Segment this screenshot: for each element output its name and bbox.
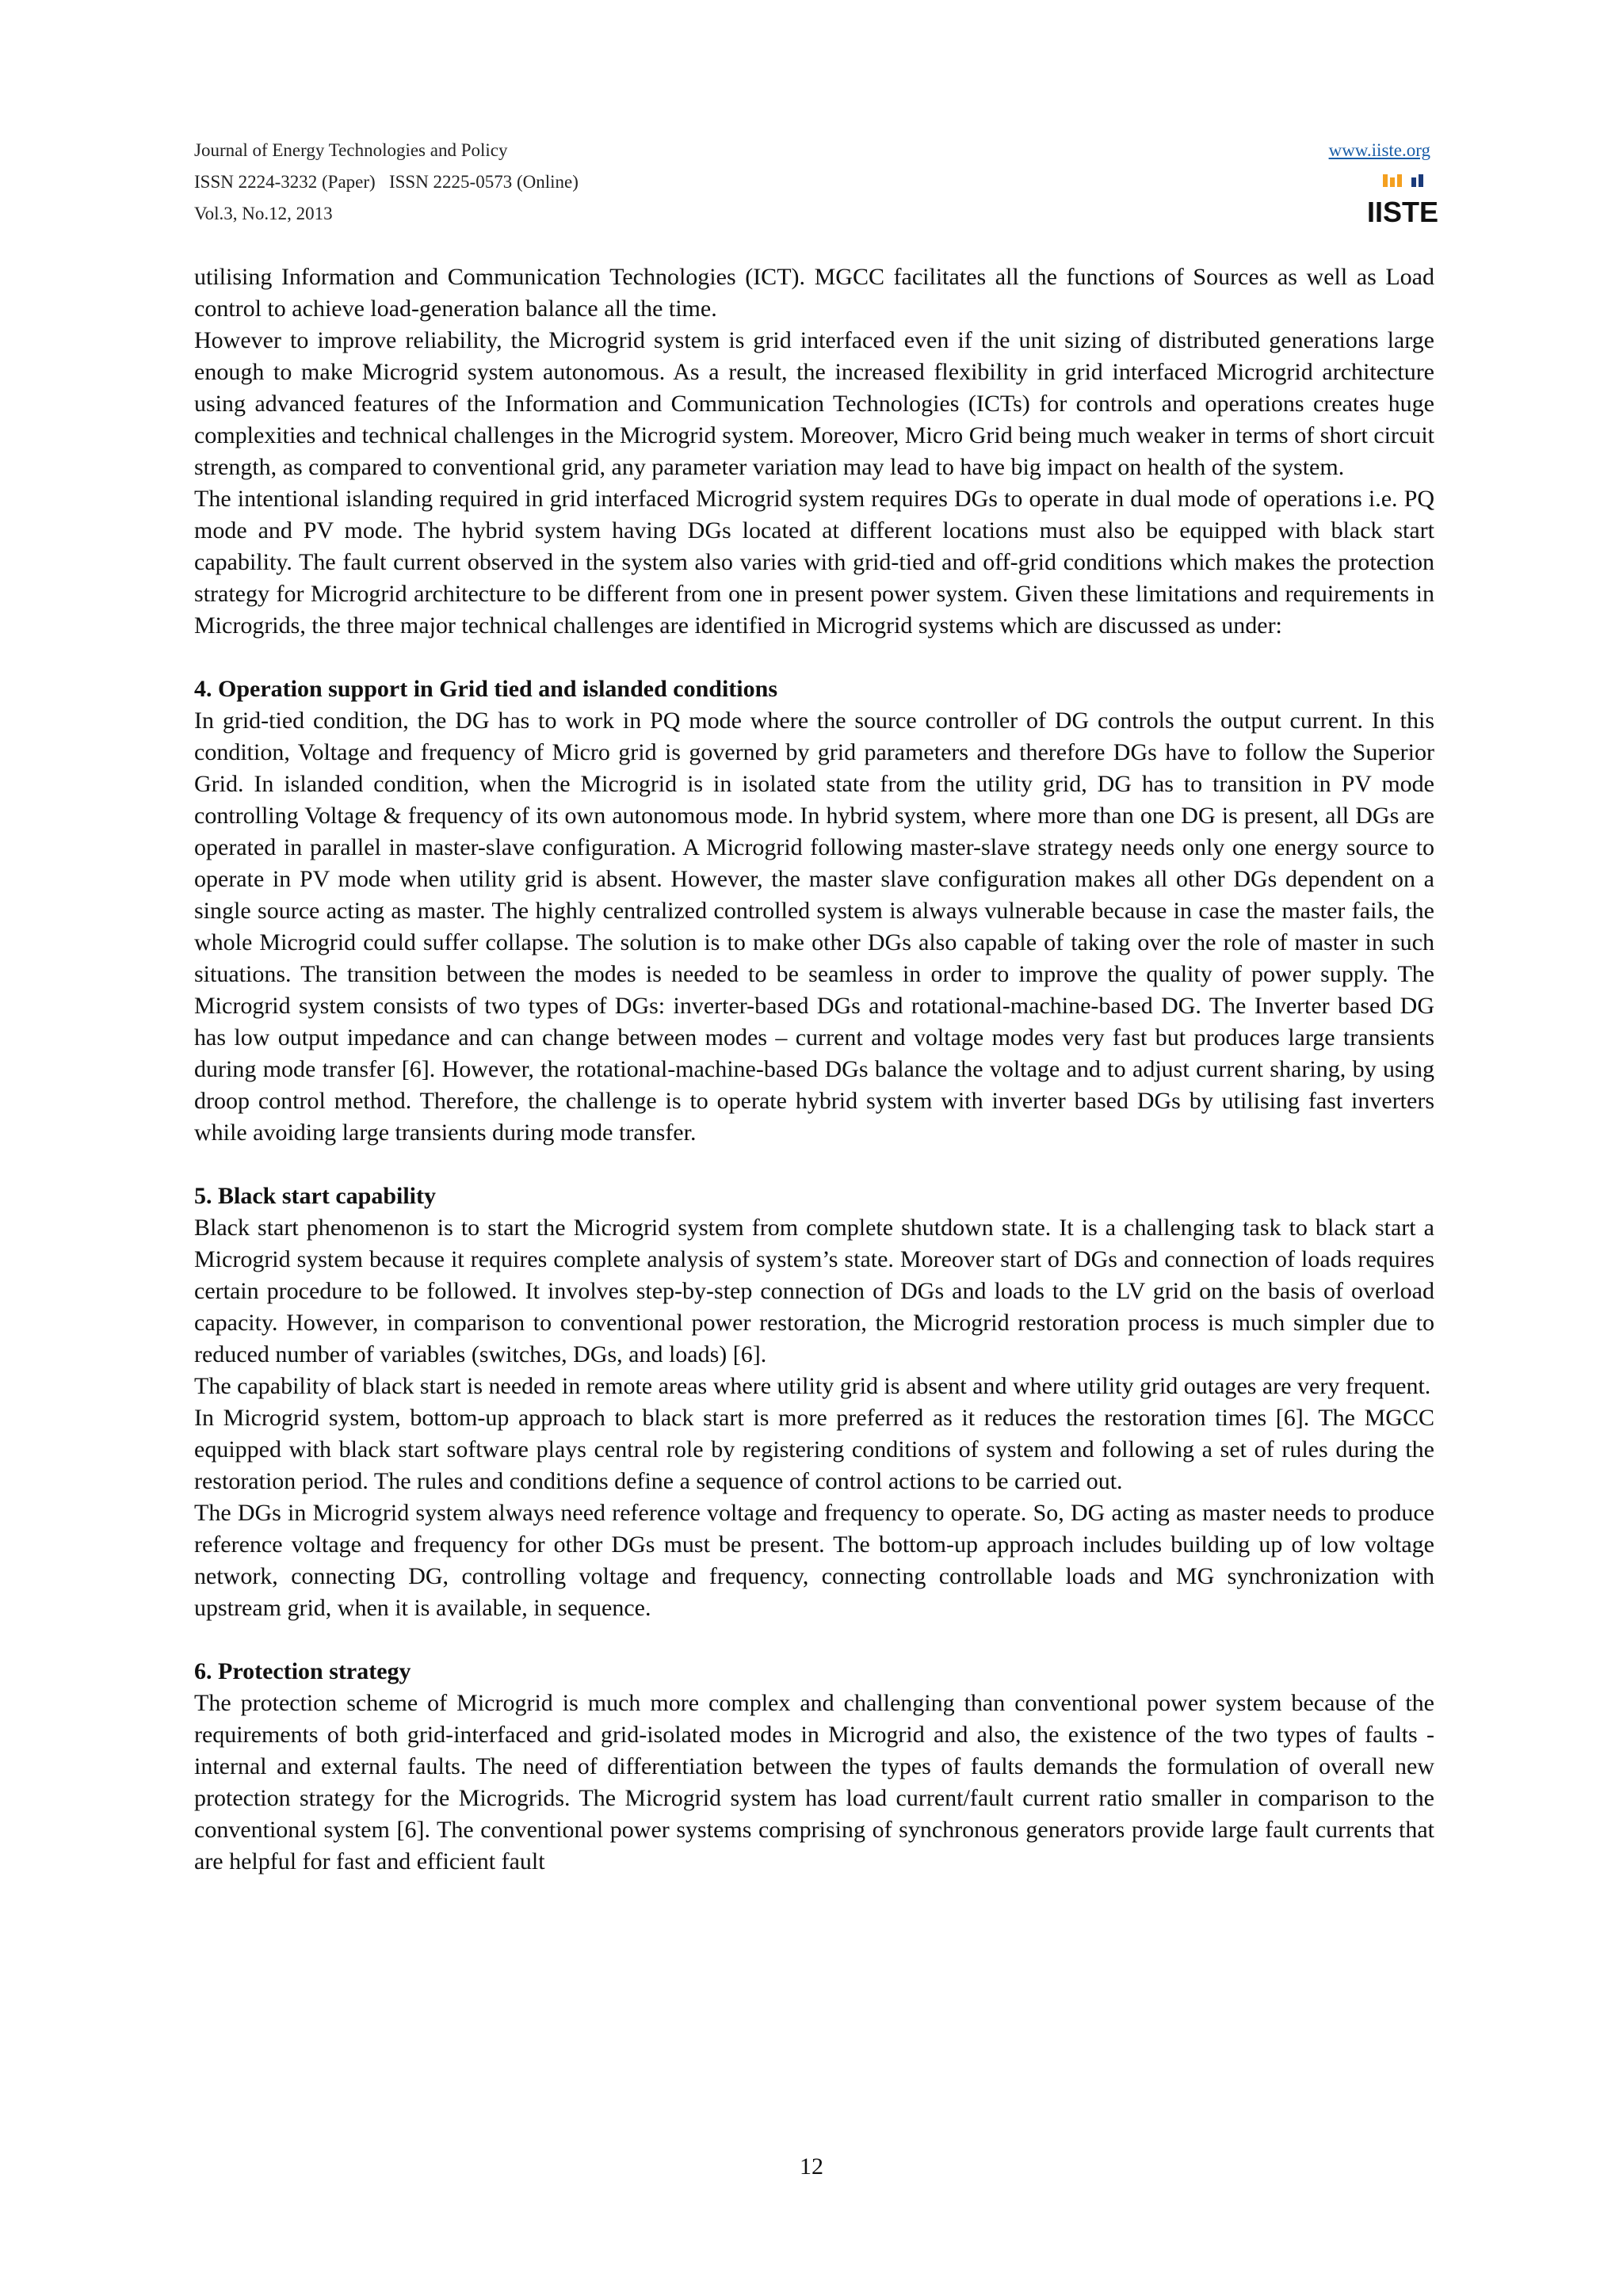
section-5-paragraph-1: Black start phenomenon is to start the Microgrid system from complete shutdown state. It is a challenging task to black start a Microgrid system because it requires complete analysis of system’s state. Moreover start of DGs and connection of loads requires certain procedure to be followed. It involves step-by-step connection of DGs and loads to the LV grid on the basis of overload capacity. However, in comparison to conventional power restoration, the Microgrid restoration process is much simpler due to reduced number of variables (switches, DGs, and loads) [6].	[194, 1215, 1434, 1367]
section-6-heading: 6. Protection strategy	[194, 1658, 411, 1684]
svg-text:IISTE: IISTE	[1366, 196, 1439, 228]
section-4-heading: 4. Operation support in Grid tied and islanded conditions	[194, 676, 777, 702]
iiste-logo	[1366, 173, 1439, 233]
spacer	[194, 1149, 1434, 1180]
intro-paragraph-1: utilising Information and Communication Technologies (ICT). MGCC facilitates all the functions of Sources as well as Load control to achieve load-generation balance all the time.	[194, 264, 1434, 322]
spacer	[194, 642, 1434, 673]
intro-paragraph-2: However to improve reliability, the Microgrid system is grid interfaced even if the unit sizing of distributed generations large enough to make Microgrid system autonomous. As a result, the increased flexibility in grid interfaced Microgrid architecture using advanced features of the Information and Communication Technologies (ICTs) for controls and operations creates huge complexities and technical challenges in the Microgrid system. Moreover, Micro Grid being much weaker in terms of short circuit strength, as compared to conventional grid, any parameter variation may lead to have big impact on health of the system.	[194, 327, 1434, 480]
section-5-paragraph-2: The capability of black start is needed in remote areas where utility grid is absent and where utility grid outages are very frequent.	[194, 1373, 1431, 1399]
section-5-heading: 5. Black start capability	[194, 1183, 436, 1209]
intro-paragraph-3: The intentional islanding required in grid interfaced Microgrid system requires DGs to operate in dual mode of operations i.e. PQ mode and PV mode. The hybrid system having DGs located at different locations must also be equipped with black start capability. The fault current observed in the system also varies with grid-tied and off-grid conditions which makes the protection strategy for Microgrid architecture to be different from one in present power system. Given these limitations and requirements in Microgrids, the three major technical challenges are identified in Microgrid systems which are discussed as under:	[194, 486, 1434, 639]
website-link[interactable]: www.iiste.org	[1328, 140, 1430, 160]
article-body	[194, 261, 1434, 1878]
section-4-paragraph-1: In grid-tied condition, the DG has to work in PQ mode where the source controller of DG controls the output current. In this condition, Voltage and frequency of Micro grid is governed by grid parameters and therefore DGs have to follow the Superior Grid. In islanded condition, when the Microgrid is in isolated state from the utility grid, DG has to transition in PV mode controlling Voltage & frequency of its own autonomous mode. In hybrid system, where more than one DG is present, all DGs are operated in parallel in master-slave configuration. A Microgrid following master-slave strategy needs only one energy source to operate in PV mode when utility grid is absent. However, the master slave configuration makes all other DGs dependent on a single source acting as master. The highly centralized controlled system is always vulnerable because in case the master fails, the whole Microgrid could suffer collapse. The solution is to make other DGs also capable of taking over the role of master in such situations. The transition between the modes is needed to be seamless in order to improve the quality of power supply. The Microgrid system consists of two types of DGs: inverter-based DGs and rotational-machine-based DG. The Inverter based DG has low output impedance and can change between modes – current and voltage modes very fast but produces large transients during mode transfer [6]. However, the rotational-machine-based DGs balance the voltage and to adjust current sharing, by using droop control method. Therefore, the challenge is to operate hybrid system with inverter based DGs by utilising fast inverters while avoiding large transients during mode transfer.	[194, 707, 1434, 1146]
journal-header	[194, 135, 1439, 230]
spacer	[194, 1624, 1434, 1656]
section-5-paragraph-3: In Microgrid system, bottom-up approach to black start is more preferred as it reduces the restoration times [6]. The MGCC equipped with black start software plays central role by registering conditions of system and following a set of rules during the restoration period. The rules and conditions define a sequence of control actions to be carried out.	[194, 1405, 1434, 1494]
section-5-paragraph-4: The DGs in Microgrid system always need reference voltage and frequency to operate. So, DG acting as master needs to produce reference voltage and frequency for other DGs must be present. The bottom-up approach includes building up of low voltage network, connecting DG, controlling voltage and frequency, connecting controllable loads and MG synchronization with upstream grid, when it is available, in sequence.	[194, 1500, 1434, 1621]
journal-title: Journal of Energy Technologies and Policy	[194, 140, 508, 160]
issn-line: ISSN 2224-3232 (Paper) ISSN 2225-0573 (Online)	[194, 172, 579, 192]
volume-line: Vol.3, No.12, 2013	[194, 204, 333, 223]
section-6-paragraph-1: The protection scheme of Microgrid is much more complex and challenging than conventional power system because of the requirements of both grid-interfaced and grid-isolated modes in Microgrid and also, the existence of the two types of faults - internal and external faults. The need of differentiation between the types of faults demands the formulation of overall new protection strategy for the Microgrids. The Microgrid system has load current/fault current ratio smaller in comparison to the conventional system [6]. The conventional power systems comprising of synchronous generators provide large fault currents that are helpful for fast and efficient fault	[194, 1690, 1434, 1875]
page-number: 12	[800, 2153, 823, 2180]
